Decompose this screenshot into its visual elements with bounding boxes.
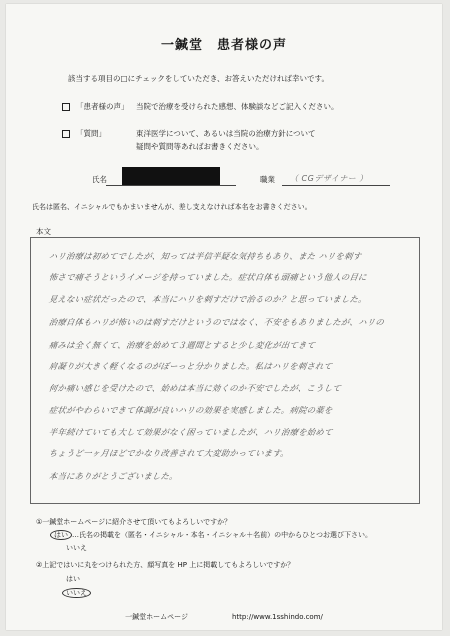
handwritten-line-2: 怖さで痛そうというイメージを持っていました。症状自体も頭痛という他人の目に <box>48 272 368 282</box>
checkbox-question[interactable] <box>62 130 70 138</box>
handwritten-line-8: 症状がやわらいできて体調が良いハリの効果を実感しました。病院の薬を <box>48 405 334 415</box>
option-label: 「質問」 <box>76 129 106 138</box>
handwritten-line-4: 治療自体もハリが怖いのは刺すだけというのではなく、不安をもありましたが、ハリの <box>48 317 385 327</box>
occupation-label: 職業 <box>260 175 275 184</box>
occupation-value: （ CGデザイナー ） <box>290 174 368 183</box>
name-note: 氏名は匿名、イニシャルでもかまいませんが、差し支えなければ本名をお書きください。 <box>32 203 312 211</box>
q2-no-circled[interactable]: いいえ <box>62 588 91 598</box>
body-text-box <box>30 237 420 504</box>
body-label: 本文 <box>36 227 51 236</box>
handwritten-line-9: 半年続けていても大して効果がなく困っていましたが、ハリ治療を始めて <box>48 427 334 437</box>
questionnaire-page <box>6 4 442 630</box>
q1-no[interactable]: いいえ <box>66 544 87 552</box>
q1-yes-detail: …氏名の掲載を（匿名・イニシャル・本名・イニシャル＋名前）の中からひとつお選び下さい。 <box>72 531 373 539</box>
footer-url[interactable]: http://www.1sshindo.com/ <box>231 613 323 621</box>
question-2: ②上記ではいに丸をつけられた方、顔写真を HP 上に掲載してもよろしいですか？ <box>36 561 295 569</box>
handwritten-line-1: ハリ治療は初めてでしたが、知っては半信半疑な気持ちもあり、また ハリを刺す <box>48 251 363 261</box>
page-title: 一鍼堂 患者様の声 <box>160 38 287 53</box>
occupation-underline <box>282 185 390 186</box>
q2-yes[interactable]: はい <box>66 575 80 583</box>
handwritten-line-7: 何か痛い感じを受けたので、始めは本当に効くのか不安でしたが、こうして <box>48 383 342 393</box>
option-patient-voice[interactable] <box>62 100 339 113</box>
intro-text: 該当する項目の□にチェックをしていただき、お答えいただければ幸いです。 <box>68 74 329 83</box>
footer <box>6 612 442 622</box>
handwritten-line-5: 痛みは全く無くて、治療を始めて３週間とすると少し変化が出てきて <box>48 340 316 350</box>
handwritten-line-10: ちょうど一ヶ月ほどでかなり改善されて大変助かっています。 <box>48 448 290 458</box>
handwritten-line-11: 本当にありがとうございました。 <box>48 471 179 481</box>
question-1: ①一鍼堂ホームページに紹介させて頂いてもよろしいですか？ <box>36 518 232 526</box>
question-1-yes-row[interactable] <box>50 530 372 540</box>
q1-yes-circled[interactable]: はい <box>50 530 72 540</box>
option-desc: 東洋医学について、あるいは当院の治療方針について <box>136 129 316 138</box>
footer-homepage-label: 一鍼堂ホームページ <box>125 613 188 621</box>
handwritten-line-6: 肩凝りが大きく軽くなるのがぼーっと分かりました。私はハリを刺されて <box>48 361 334 371</box>
q2-no-row[interactable] <box>62 588 91 598</box>
redacted-name-field <box>122 167 220 185</box>
name-underline <box>106 185 236 186</box>
option-question[interactable] <box>62 127 316 153</box>
option-desc: 当院で治療を受けられた感想、体験談などご記入ください。 <box>136 102 339 111</box>
option-desc-2: 疑問や質問等あればお書きください。 <box>136 142 264 151</box>
name-label: 氏名 <box>92 175 107 184</box>
handwritten-line-3: 見えない症状だったので、本当にハリを刺すだけで治るのか？と思っていました。 <box>48 294 368 304</box>
option-label: 「患者様の声」 <box>76 102 129 111</box>
checkbox-patient-voice[interactable] <box>62 103 70 111</box>
